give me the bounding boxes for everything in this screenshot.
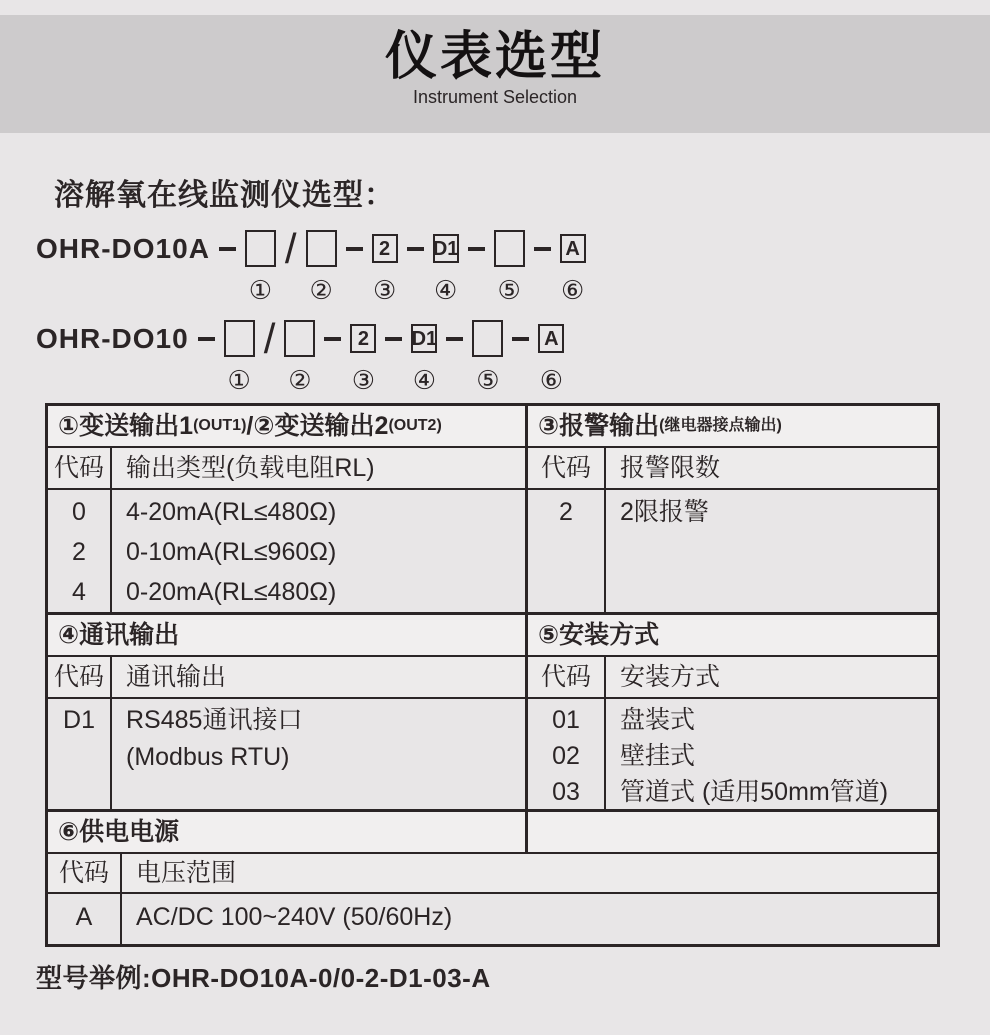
code-value: D1 [63,706,95,734]
mount-labels [606,699,937,809]
model-slot-5 [472,320,503,393]
option-box-1 [224,320,255,357]
dash-separator [219,247,236,251]
comm-data [48,699,528,809]
slash-separator: / [284,225,297,272]
code-value: 0 [72,498,86,526]
position-number-3: ③ [372,275,397,305]
section-header-output [48,406,528,446]
label-value: 0-20mA(RL≤480Ω) [126,578,337,606]
empty-cell [528,812,937,852]
mount-col-headers [528,657,937,697]
model-slot-3 [350,320,376,393]
dash-separator [512,337,529,341]
dash-separator [534,247,551,251]
position-number-4: ④ [433,275,458,305]
code-col-header: 代码 [48,854,122,892]
section-title: ③报警输出 [538,412,660,440]
column-header-row-1 [48,448,937,490]
model-slot-6 [538,320,564,393]
section-title: ①变送输出1 [58,412,194,440]
alarm-codes [528,490,606,612]
label-value: (Modbus RTU) [126,743,290,771]
section-header-row-3 [48,812,937,854]
code-value: 2 [559,498,573,526]
label-col-header: 安装方式 [620,663,721,691]
position-number-6: ⑥ [539,365,564,395]
model-slot-4 [433,230,459,303]
section-header-row-2 [48,615,937,657]
model-slot-6 [560,230,586,303]
code-col-header: 代码 [528,448,606,488]
position-number-5: ⑤ [497,275,521,305]
model-slot-4 [411,320,437,393]
label-value: RS485通讯接口 [126,706,303,734]
option-box-3: 2 [350,324,376,353]
section-header-mount [528,615,937,655]
section-title: ⑤安装方式 [538,621,660,649]
model-prefix: OHR-DO10 [36,323,189,354]
code-col-header: 代码 [48,448,112,488]
position-number-5: ⑤ [476,365,500,395]
label-value: 4-20mA(RL≤480Ω) [126,498,337,526]
column-header-row-3 [48,854,937,894]
position-number-2: ② [309,275,333,305]
option-box-2 [306,230,337,267]
dash-separator [385,337,402,341]
section-header-comm [48,615,528,655]
section-title-small: (继电器接点输出) [659,417,782,434]
comm-labels [112,699,525,809]
slash-separator: / [263,315,276,362]
section-header-row-1 [48,406,937,448]
code-value: A [48,894,122,944]
section-title: ⑥供电电源 [58,818,180,846]
selection-table [45,403,940,947]
option-box-6: A [538,324,564,353]
section-header-power [48,812,528,852]
alarm-col-headers [528,448,937,488]
label-value: 管道式 (适用50mm管道) [620,778,889,806]
option-box-1 [245,230,276,267]
code-value: 01 [552,706,580,734]
data-row-power [48,894,937,944]
model-slot-2 [306,230,337,303]
label-col-header: 报警限数 [620,454,721,482]
label-value: 壁挂式 [620,742,696,770]
code-col-header: 代码 [48,657,112,697]
model-line-ohr-do10a [36,225,586,305]
option-box-2 [284,320,315,357]
dash-separator [346,247,363,251]
option-box-6: A [560,234,586,263]
label-value: 0-10mA(RL≤960Ω) [126,538,337,566]
model-slot-3 [372,230,398,303]
model-slot-2 [284,320,315,393]
output-col-headers [48,448,528,488]
mount-codes [528,699,606,809]
code-value: 02 [552,742,580,770]
label-value: 盘装式 [620,706,696,734]
label-value: 2限报警 [620,498,709,526]
option-box-4: D1 [411,324,437,353]
section-title-small: (OUT1) [193,417,247,434]
page-header-band [0,15,990,133]
output-data [48,490,528,612]
position-number-3: ③ [351,365,376,395]
option-box-5 [472,320,503,357]
model-line-ohr-do10 [36,315,564,395]
section-title: /②变送输出2 [246,412,389,440]
option-box-4: D1 [433,234,459,263]
code-col-header: 代码 [528,657,606,697]
label-col-header: 电压范围 [136,859,237,887]
model-slot-5 [494,230,525,303]
model-example-text: 型号举例:OHR-DO10A-0/0-2-D1-03-A [36,963,491,993]
page-title: 仪表选型 [384,28,605,86]
code-value: 4 [72,578,86,606]
mount-data [528,699,937,809]
comm-col-headers [48,657,528,697]
dash-separator [198,337,215,341]
output-codes [48,490,112,612]
option-box-5 [494,230,525,267]
model-slot-1 [245,230,276,303]
section-header-alarm [528,406,937,446]
code-value: 03 [552,778,580,806]
position-number-6: ⑥ [560,275,585,305]
option-box-3: 2 [372,234,398,263]
dash-separator [407,247,424,251]
label-value: AC/DC 100~240V (50/60Hz) [136,903,453,931]
selection-heading: 溶解氧在线监测仪选型： [54,179,395,212]
alarm-labels [606,490,937,612]
label-col-header: 输出类型(负载电阻RL) [126,454,375,482]
position-number-1: ① [227,365,251,395]
dash-separator [468,247,485,251]
output-labels [112,490,525,612]
position-number-2: ② [288,365,312,395]
column-header-row-2 [48,657,937,699]
code-value: 2 [72,538,86,566]
label-col-header: 通讯输出 [126,663,227,691]
data-row-comm-mount [48,699,937,812]
section-title-small: (OUT2) [388,417,442,434]
dash-separator [446,337,463,341]
dash-separator [324,337,341,341]
model-prefix: OHR-DO10A [36,233,210,264]
position-number-1: ① [248,275,273,305]
position-number-4: ④ [412,365,437,395]
model-slot-1 [224,320,255,393]
page-subtitle: Instrument Selection [412,87,578,108]
comm-codes [48,699,112,809]
section-title: ④通讯输出 [58,621,180,649]
data-row-output-alarm [48,490,937,615]
alarm-data [528,490,937,612]
